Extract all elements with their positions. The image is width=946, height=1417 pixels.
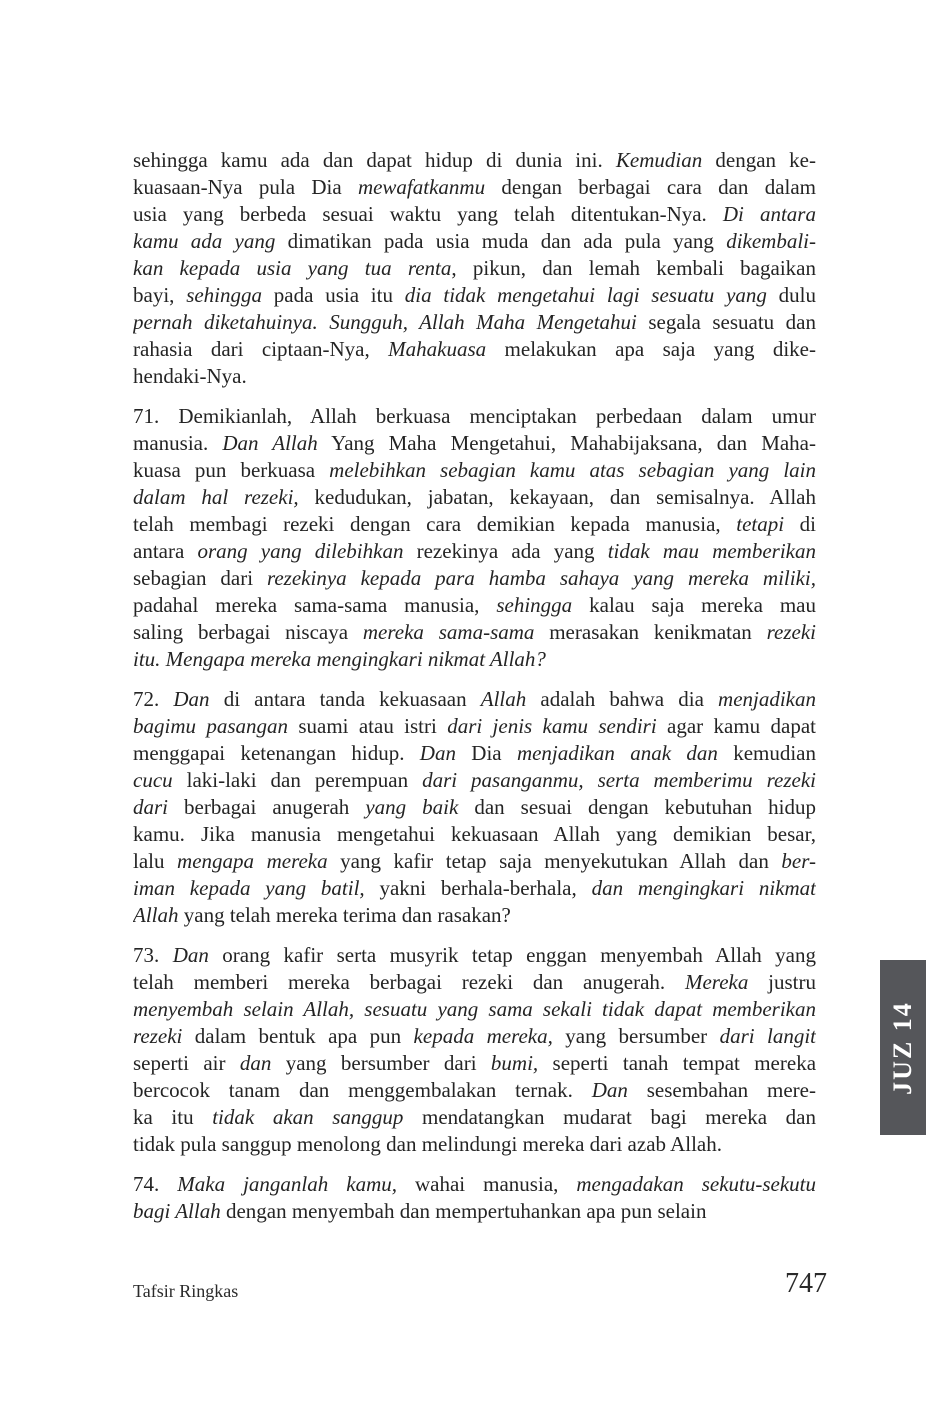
text-line bbox=[133, 1104, 816, 1131]
text-segment: dulu bbox=[766, 283, 816, 307]
text-segment: wahai manusia, bbox=[397, 1172, 577, 1196]
text-line bbox=[133, 403, 816, 430]
text-segment: 73. bbox=[133, 943, 173, 967]
text-segment: Yang Maha Mengetahui, Mahabijaksana, dan Maha- bbox=[317, 431, 816, 455]
text-line bbox=[133, 713, 816, 740]
text-segment: yang bersumber dari bbox=[271, 1051, 491, 1075]
text-segment: bayi, bbox=[133, 283, 187, 307]
text-segment-italic: yang baik bbox=[365, 795, 459, 819]
text-segment-italic: menjadikan bbox=[718, 687, 816, 711]
text-line bbox=[133, 740, 816, 767]
text-line bbox=[133, 430, 816, 457]
text-segment: bercocok tanam dan menggembalakan ternak. bbox=[133, 1078, 592, 1102]
text-segment: manusia. bbox=[133, 431, 223, 455]
text-segment: seperti air bbox=[133, 1051, 240, 1075]
text-segment: di bbox=[784, 512, 816, 536]
text-line bbox=[133, 201, 816, 228]
text-segment: melakukan apa saja yang dike- bbox=[486, 337, 816, 361]
text-line bbox=[133, 174, 816, 201]
juz-tab-label: JUZ 14 bbox=[888, 1000, 917, 1095]
text-segment-italic: mereka sama-sama bbox=[362, 620, 535, 644]
text-segment-italic: Allah bbox=[480, 687, 527, 711]
text-line bbox=[133, 794, 816, 821]
text-segment-italic: dan mengingkari nikmat bbox=[591, 876, 816, 900]
paragraph-verse-72 bbox=[133, 686, 816, 929]
text-segment-italic: tetapi bbox=[736, 512, 785, 536]
text-segment-italic: Allah bbox=[133, 903, 179, 927]
text-segment: sebagian dari bbox=[133, 566, 267, 590]
text-segment: rezekinya ada yang bbox=[403, 539, 608, 563]
text-segment: 71. Demikianlah, Allah berkuasa menciptakan perbedaan dalam umur bbox=[133, 404, 816, 428]
text-segment-italic: sehingga bbox=[496, 593, 573, 617]
text-segment: yakni berhala-berhala, bbox=[364, 876, 592, 900]
text-segment: pada usia itu bbox=[262, 283, 405, 307]
text-segment-italic: menjadikan anak dan bbox=[516, 741, 718, 765]
text-line bbox=[133, 619, 816, 646]
text-segment: padahal mereka sama-sama manusia, bbox=[133, 593, 497, 617]
text-line bbox=[133, 942, 816, 969]
paragraph-verse-73 bbox=[133, 942, 816, 1158]
text-segment: 72. bbox=[133, 687, 174, 711]
text-segment: , pikun, dan lemah kembali bagaikan bbox=[451, 256, 816, 280]
text-segment: yang telah mereka terima dan rasakan? bbox=[178, 903, 511, 927]
text-segment: merasakan kenikmatan bbox=[534, 620, 767, 644]
text-line bbox=[133, 1198, 816, 1225]
paragraph-intro-continuation bbox=[133, 147, 816, 390]
text-segment: ka itu bbox=[133, 1105, 213, 1129]
text-segment: rahasia dari ciptaan-Nya, bbox=[133, 337, 389, 361]
juz-tab bbox=[880, 960, 926, 1135]
text-line bbox=[133, 309, 816, 336]
text-line bbox=[133, 1131, 816, 1158]
text-line bbox=[133, 902, 816, 929]
text-segment-italic: tidak mau memberikan bbox=[607, 539, 816, 563]
text-segment: justru bbox=[748, 970, 816, 994]
text-segment: kalau saja mereka mau bbox=[572, 593, 816, 617]
text-segment-italic: itu. Mengapa mereka mengingkari nikmat Allah? bbox=[133, 647, 546, 671]
text-line bbox=[133, 875, 816, 902]
text-segment: telah membagi rezeki dengan cara demikian kepada manusia, bbox=[133, 512, 737, 536]
text-segment-italic: Mereka bbox=[684, 970, 749, 994]
text-segment-italic: Mahakuasa bbox=[388, 337, 487, 361]
text-line bbox=[133, 255, 816, 282]
text-segment-italic: Di antara bbox=[722, 202, 816, 226]
text-line bbox=[133, 848, 816, 875]
text-segment: kamu. Jika manusia mengetahui kekuasaan Allah yang demikian besar, bbox=[133, 822, 816, 846]
text-segment-italic: dia tidak mengetahui lagi sesuatu yang bbox=[404, 283, 767, 307]
text-segment-italic: mengadakan sekutu-sekutu bbox=[576, 1172, 816, 1196]
text-segment-italic: kamu ada yang bbox=[133, 229, 276, 253]
text-segment-italic: dan bbox=[239, 1051, 272, 1075]
text-segment-italic: Dan bbox=[173, 687, 210, 711]
text-segment-italic: mengapa mereka bbox=[177, 849, 328, 873]
text-segment: sesembahan mere- bbox=[627, 1078, 816, 1102]
text-segment-italic: dari langit bbox=[719, 1024, 816, 1048]
text-segment-italic: kan kepada usia yang tua renta bbox=[133, 256, 452, 280]
page-number: 747 bbox=[785, 1268, 827, 1299]
text-line bbox=[133, 1077, 816, 1104]
text-segment: kedudukan, jabatan, kekayaan, dan semisalnya. Allah bbox=[298, 485, 816, 509]
text-segment-italic: Dan Allah bbox=[222, 431, 318, 455]
text-line bbox=[133, 565, 816, 592]
text-line bbox=[133, 147, 816, 174]
text-segment-italic: Dan bbox=[172, 943, 209, 967]
text-segment: lalu bbox=[133, 849, 178, 873]
text-line bbox=[133, 1023, 816, 1050]
text-segment: saling berbagai niscaya bbox=[133, 620, 363, 644]
text-segment-italic: Dan bbox=[419, 741, 456, 765]
text-line bbox=[133, 363, 816, 390]
text-segment: yang kafir tetap saja menyekutukan Allah dan bbox=[327, 849, 782, 873]
text-segment: mendatangkan mudarat bagi mereka dan bbox=[403, 1105, 816, 1129]
text-segment: di antara tanda kekuasaan bbox=[209, 687, 481, 711]
text-segment-italic: rezeki bbox=[133, 1024, 183, 1048]
text-segment-italic: dalam hal rezeki, bbox=[133, 485, 299, 509]
text-segment-italic: ber- bbox=[781, 849, 816, 873]
text-segment-italic: kepada mereka, bbox=[413, 1024, 553, 1048]
text-segment: Dia bbox=[455, 741, 517, 765]
text-segment: tidak pula sanggup menolong dan melindungi mereka dari azab Allah. bbox=[133, 1132, 723, 1156]
footer-book-title: Tafsir Ringkas bbox=[133, 1281, 239, 1301]
text-line bbox=[133, 969, 816, 996]
text-segment: yang bersumber bbox=[552, 1024, 720, 1048]
text-line bbox=[133, 511, 816, 538]
text-line bbox=[133, 592, 816, 619]
text-segment-italic: bagimu pasangan bbox=[133, 714, 289, 738]
text-segment-italic: rezekinya kepada para hamba sahaya yang mereka miliki, bbox=[266, 566, 816, 590]
text-segment: telah memberi mereka berbagai rezeki dan anugerah. bbox=[133, 970, 685, 994]
text-segment: kuasa pun berkuasa bbox=[133, 458, 330, 482]
text-segment-italic: pernah diketahuinya. Sungguh, Allah Maha Mengetahui bbox=[133, 310, 637, 334]
text-segment-italic: mewafatkanmu bbox=[357, 175, 486, 199]
text-segment-italic: Kemudian bbox=[615, 148, 703, 172]
text-segment: berbagai anugerah bbox=[168, 795, 366, 819]
text-segment-italic: bagi Allah bbox=[133, 1199, 221, 1223]
text-line bbox=[133, 686, 816, 713]
text-line bbox=[133, 282, 816, 309]
text-segment-italic: dari pasanganmu, serta memberimu rezeki bbox=[422, 768, 816, 792]
text-segment: seperti tanah tempat mereka bbox=[538, 1051, 816, 1075]
text-segment: usia yang berbeda sesuai waktu yang telah ditentukan-Nya. bbox=[133, 202, 723, 226]
text-segment: segala sesuatu dan bbox=[636, 310, 816, 334]
text-segment-italic: cucu bbox=[133, 768, 173, 792]
text-segment: 74. bbox=[133, 1172, 178, 1196]
text-line bbox=[133, 767, 816, 794]
text-segment-italic: orang yang dilebihkan bbox=[197, 539, 404, 563]
text-segment: dan sesuai dengan kebutuhan hidup bbox=[458, 795, 816, 819]
text-segment: kemudian bbox=[717, 741, 816, 765]
text-segment: laki-laki dan perempuan bbox=[172, 768, 423, 792]
text-line bbox=[133, 1050, 816, 1077]
text-line bbox=[133, 457, 816, 484]
text-segment: dimatikan pada usia muda dan ada pula yang bbox=[275, 229, 727, 253]
text-segment: kuasaan-Nya pula Dia bbox=[133, 175, 358, 199]
text-segment-italic: melebihkan sebagian kamu atas sebagian yang lain bbox=[329, 458, 816, 482]
text-segment: dengan ke- bbox=[702, 148, 816, 172]
text-line bbox=[133, 228, 816, 255]
body-text bbox=[133, 147, 816, 1238]
text-line bbox=[133, 538, 816, 565]
text-segment: agar kamu dapat bbox=[656, 714, 816, 738]
text-line bbox=[133, 646, 816, 673]
text-segment: sehingga kamu ada dan dapat hidup di dunia ini. bbox=[133, 148, 616, 172]
text-segment: dengan berbagai cara dan dalam bbox=[485, 175, 816, 199]
text-segment: menggapai ketenangan hidup. bbox=[133, 741, 420, 765]
text-segment-italic: iman kepada yang batil, bbox=[133, 876, 365, 900]
text-segment: adalah bahwa dia bbox=[526, 687, 719, 711]
text-segment-italic: rezeki bbox=[766, 620, 816, 644]
text-segment: hendaki-Nya. bbox=[133, 364, 247, 388]
text-segment: antara bbox=[133, 539, 198, 563]
text-segment-italic: tidak akan sanggup bbox=[212, 1105, 404, 1129]
text-segment: dengan menyembah dan mempertuhankan apa pun selain bbox=[220, 1199, 707, 1223]
text-line bbox=[133, 821, 816, 848]
text-line bbox=[133, 484, 816, 511]
text-line bbox=[133, 336, 816, 363]
text-segment-italic: dari jenis kamu sendiri bbox=[447, 714, 657, 738]
text-line bbox=[133, 996, 816, 1023]
text-segment-italic: dari bbox=[133, 795, 169, 819]
text-line bbox=[133, 1171, 816, 1198]
text-segment-italic: Maka janganlah kamu, bbox=[177, 1172, 397, 1196]
paragraph-verse-71 bbox=[133, 403, 816, 673]
paragraph-verse-74 bbox=[133, 1171, 816, 1225]
text-segment-italic: sehingga bbox=[186, 283, 263, 307]
text-segment: orang kafir serta musyrik tetap enggan menyembah Allah yang bbox=[208, 943, 816, 967]
text-segment: suami atau istri bbox=[288, 714, 448, 738]
text-segment-italic: bumi, bbox=[490, 1051, 539, 1075]
text-segment: dalam bentuk apa pun bbox=[182, 1024, 414, 1048]
text-segment-italic: menyembah selain Allah, sesuatu yang sama sekali tidak dapat memberikan bbox=[133, 997, 816, 1021]
text-segment-italic: Dan bbox=[591, 1078, 628, 1102]
text-segment-italic: dikembali- bbox=[726, 229, 816, 253]
